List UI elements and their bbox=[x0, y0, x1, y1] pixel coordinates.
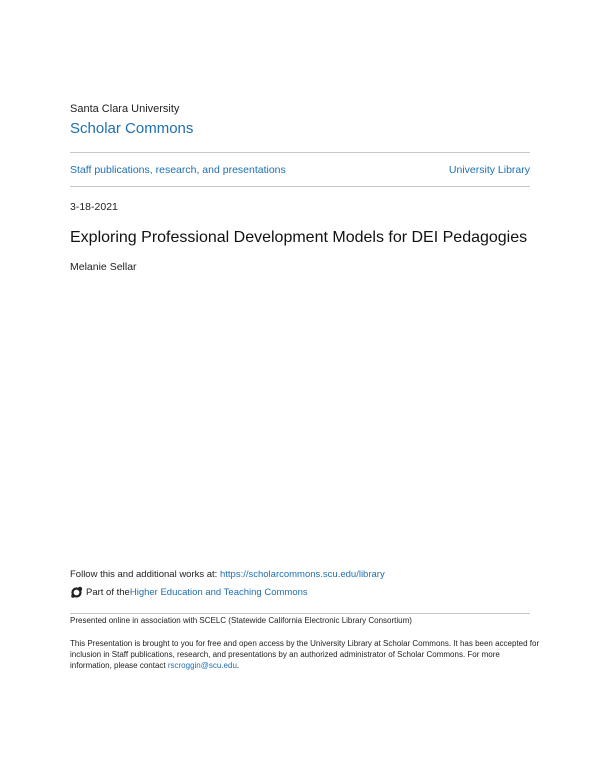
notice-text: This Presentation is brought to you for free and open access by the University Library at Scholar Commons. It has been accepted for inclusion in Staff publications, research, and presentations by an authorized administrator of Scholar Commons. For more information, please contact bbox=[70, 639, 540, 670]
paper-title: Exploring Professional Development Models for DEI Pedagogies bbox=[70, 229, 528, 246]
association-note: Presented online in association with SCELC (Statewide California Electronic Library Consortium) bbox=[70, 616, 412, 625]
publication-date: 3-18-2021 bbox=[70, 201, 118, 213]
divider-top bbox=[70, 152, 530, 153]
contact-email-link[interactable]: rscroggin@scu.edu bbox=[167, 661, 237, 670]
network-icon bbox=[70, 586, 83, 599]
collection-link[interactable]: Staff publications, research, and presentations bbox=[70, 164, 286, 176]
author-name: Melanie Sellar bbox=[70, 261, 137, 273]
notice-end: . bbox=[236, 661, 240, 670]
part-of-text: Part of the bbox=[86, 587, 130, 598]
divider-footer bbox=[70, 613, 530, 614]
part-of-line bbox=[70, 586, 308, 599]
access-notice bbox=[70, 638, 540, 671]
repository-link[interactable]: Scholar Commons bbox=[70, 120, 194, 137]
department-link[interactable]: University Library bbox=[448, 164, 530, 176]
divider-bottom bbox=[70, 186, 530, 187]
follow-link[interactable]: https://scholarcommons.scu.edu/library bbox=[219, 569, 385, 580]
follow-line bbox=[70, 569, 385, 580]
commons-link[interactable]: Higher Education and Teaching Commons bbox=[129, 587, 308, 598]
follow-text: Follow this and additional works at: bbox=[70, 569, 220, 580]
institution-name: Santa Clara University bbox=[70, 103, 180, 115]
